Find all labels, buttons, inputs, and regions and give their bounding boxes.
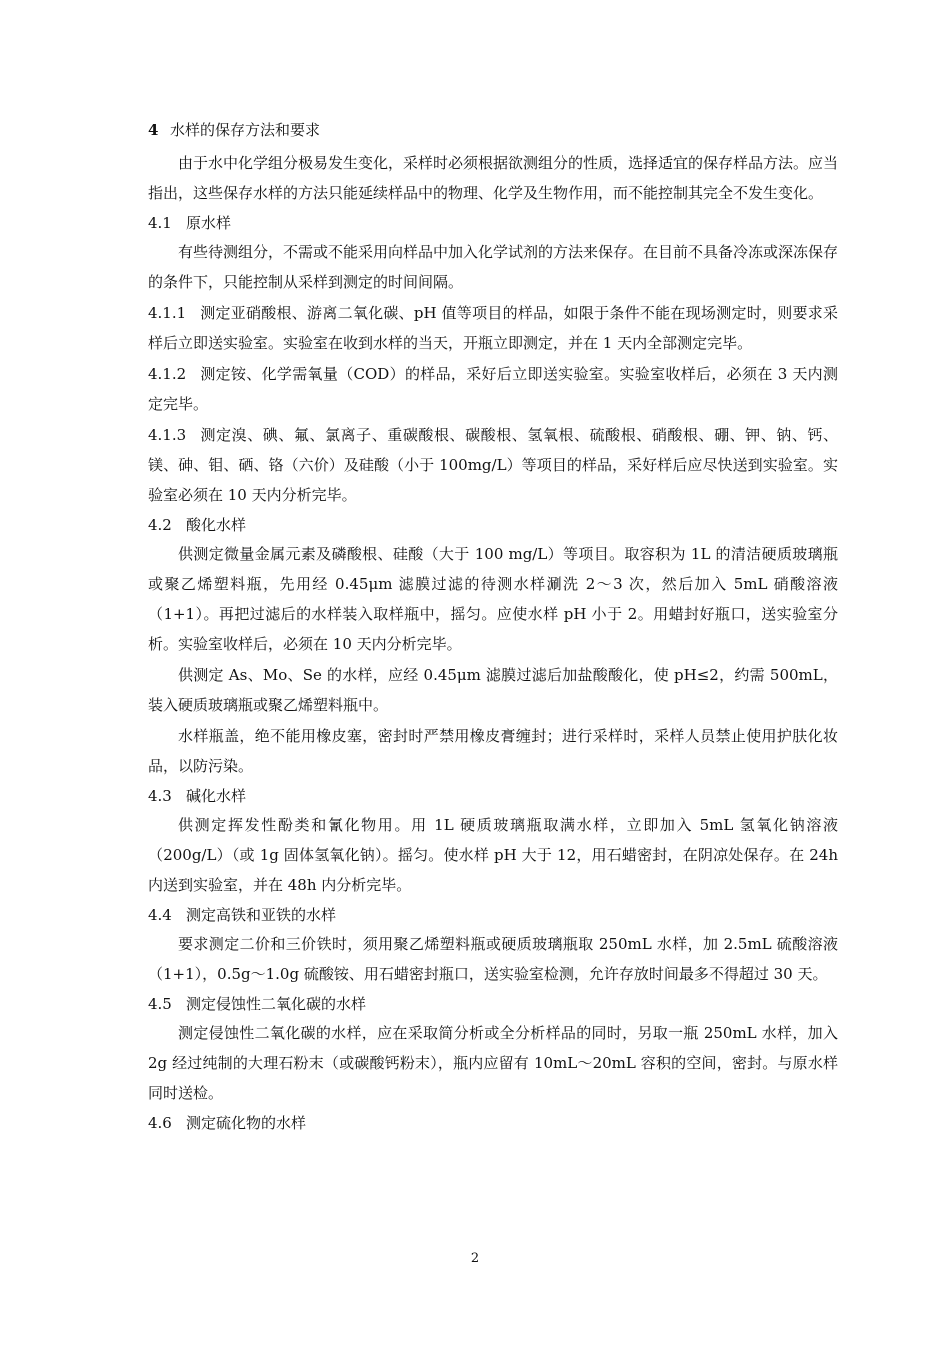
section-number: 4.1 <box>148 214 172 232</box>
section-title: 测定侵蚀性二氧化碳的水样 <box>186 995 367 1013</box>
clause-number: 4.1.2 <box>148 365 187 383</box>
clause-text: 测定溴、碘、氟、氯离子、重碳酸根、碳酸根、氢氧根、硫酸根、硝酸根、硼、钾、钠、钙、镁、砷、钼、硒、铬（六价）及硅酸（小于 100mg/L）等项目的样品，采好样后应尽快送到实验室。实验室必须在 10 天内分析完毕。 <box>148 426 838 504</box>
section-4-1-paragraph: 有些待测组分，不需或不能采用向样品中加入化学试剂的方法来保存。在目前不具备冷冻或深冻保存的条件下，只能控制从采样到测定的时间间隔。 <box>148 243 839 291</box>
clause-text: 测定铵、化学需氧量（COD）的样品，采好后立即送实验室。实验室收样后，必须在 3 天内测定完毕。 <box>148 365 838 413</box>
section-title: 碱化水样 <box>186 787 247 805</box>
section-title: 原水样 <box>186 214 232 232</box>
clause-4-1-2 <box>148 359 838 419</box>
section-4-intro: 由于水中化学组分极易发生变化，采样时必须根据欲测组分的性质，选择适宜的保存样品方法。应当指出，这些保存水样的方法只能延续样品中的物理、化学及生物作用，而不能控制其完全不发生变化。 <box>148 154 839 202</box>
clause-4-1-3 <box>148 420 838 510</box>
section-4-3-paragraph: 供测定挥发性酚类和氰化物用。用 1L 硬质玻璃瓶取满水样，立即加入 5mL 氢氧化钠溶液（200g/L）（或 1g 固体氢氧化钠）。摇匀。使水样 pH 大于 12，用石蜡密封，在阴凉处保存。在 24h 内送到实验室，并在 48h 内分析完毕。 <box>148 816 838 894</box>
section-heading-4-5 <box>148 990 838 1018</box>
section-number: 4.4 <box>148 906 172 924</box>
document-body <box>148 116 838 1137</box>
section-4-2-paragraph-2: 供测定 As、Mo、Se 的水样，应经 0.45μm 滤膜过滤后加盐酸酸化，使 pH≤2，约需 500mL，装入硬质玻璃瓶或聚乙烯塑料瓶中。 <box>148 666 838 714</box>
section-number: 4.3 <box>148 787 172 805</box>
section-4-2-paragraph-3: 水样瓶盖，绝不能用橡皮塞，密封时严禁用橡皮膏缠封；进行采样时，采样人员禁止使用护肤化妆品，以防污染。 <box>148 727 838 775</box>
section-number: 4 <box>148 121 159 139</box>
clause-number: 4.1.3 <box>148 426 187 444</box>
section-4-4-paragraph: 要求测定二价和三价铁时，须用聚乙烯塑料瓶或硬质玻璃瓶取 250mL 水样，加 2.5mL 硫酸溶液（1+1），0.5g～1.0g 硫酸铵、用石蜡密封瓶口，送实验室检测，允许存放时间最多不得超过 30 天。 <box>148 935 838 983</box>
section-heading-4-4 <box>148 901 838 929</box>
section-4-5-paragraph: 测定侵蚀性二氧化碳的水样，应在采取简分析或全分析样品的同时，另取一瓶 250mL 水样，加入 2g 经过纯制的大理石粉末（或碳酸钙粉末），瓶内应留有 10mL～20mL 容积的空间，密封。与原水样同时送检。 <box>148 1024 838 1102</box>
section-4-2-paragraph-1: 供测定微量金属元素及磷酸根、硅酸（大于 100 mg/L）等项目。取容积为 1L 的清洁硬质玻璃瓶或聚乙烯塑料瓶，先用经 0.45μm 滤膜过滤的待测水样涮洗 2～3 次，然后加入 5mL 硝酸溶液（1+1）。再把过滤后的水样装入取样瓶中，摇匀。应使水样 pH 小于 2。用蜡封好瓶口，送实验室分析。实验室收样后，必须在 10 天内分析完毕。 <box>148 545 838 653</box>
section-title: 水样的保存方法和要求 <box>170 121 321 139</box>
section-title: 酸化水样 <box>186 516 247 534</box>
section-heading-4-1 <box>148 209 838 237</box>
section-heading-4-6 <box>148 1109 838 1137</box>
clause-4-1-1 <box>148 298 838 358</box>
section-title: 测定高铁和亚铁的水样 <box>186 906 337 924</box>
page-number: 2 <box>470 1251 480 1266</box>
section-number: 4.2 <box>148 516 172 534</box>
clause-number: 4.1.1 <box>148 304 187 322</box>
section-number: 4.5 <box>148 995 172 1013</box>
section-number: 4.6 <box>148 1114 172 1132</box>
section-heading-4-3 <box>148 782 838 810</box>
section-heading-4 <box>148 116 838 144</box>
clause-text: 测定亚硝酸根、游离二氧化碳、pH 值等项目的样品，如限于条件不能在现场测定时，则要求采样后立即送实验室。实验室在收到水样的当天，开瓶立即测定，并在 1 天内全部测定完毕。 <box>148 304 838 352</box>
section-title: 测定硫化物的水样 <box>186 1114 307 1132</box>
section-heading-4-2 <box>148 511 838 539</box>
